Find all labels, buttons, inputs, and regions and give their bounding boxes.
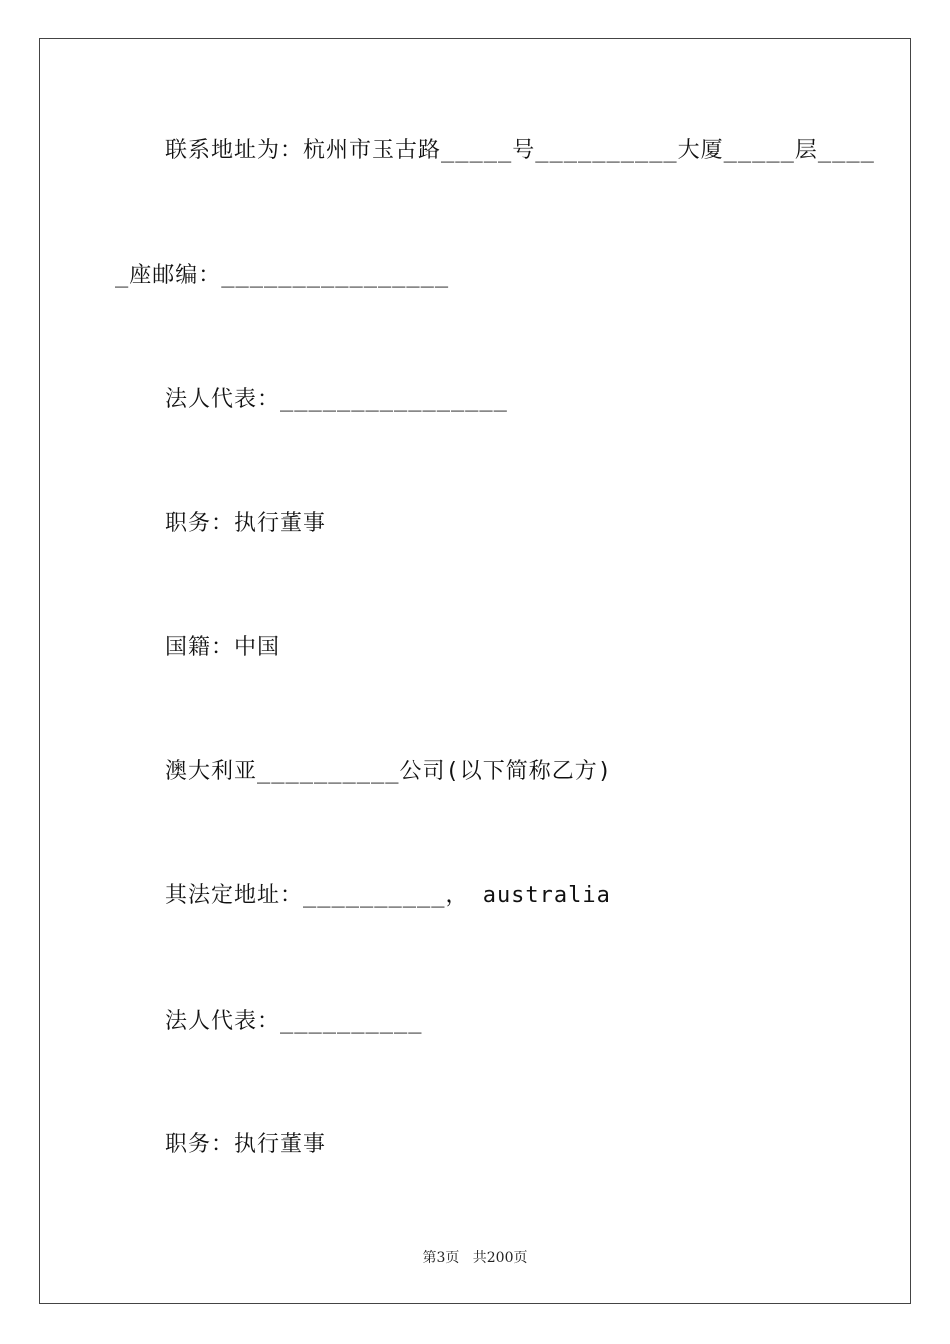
nationality-line: 国籍：中国	[165, 635, 281, 660]
position-line-2: 职务：执行董事	[165, 1132, 327, 1157]
legal-representative-line-2: 法人代表：__________	[165, 1009, 423, 1034]
legal-representative-line-1: 法人代表：________________	[165, 387, 508, 412]
page-number-footer: 第3页 共200页	[422, 1250, 528, 1266]
party-b-company-line: 澳大利亚__________公司(以下简称乙方)	[165, 759, 612, 784]
contact-address-line: 联系地址为：杭州市玉古路_____号__________大厦_____层____	[165, 138, 875, 163]
page-frame	[39, 38, 911, 1304]
legal-address-line: 其法定地址：__________， australia	[165, 883, 611, 908]
postcode-line: _座邮编：________________	[115, 263, 450, 288]
position-line-1: 职务：执行董事	[165, 511, 327, 536]
